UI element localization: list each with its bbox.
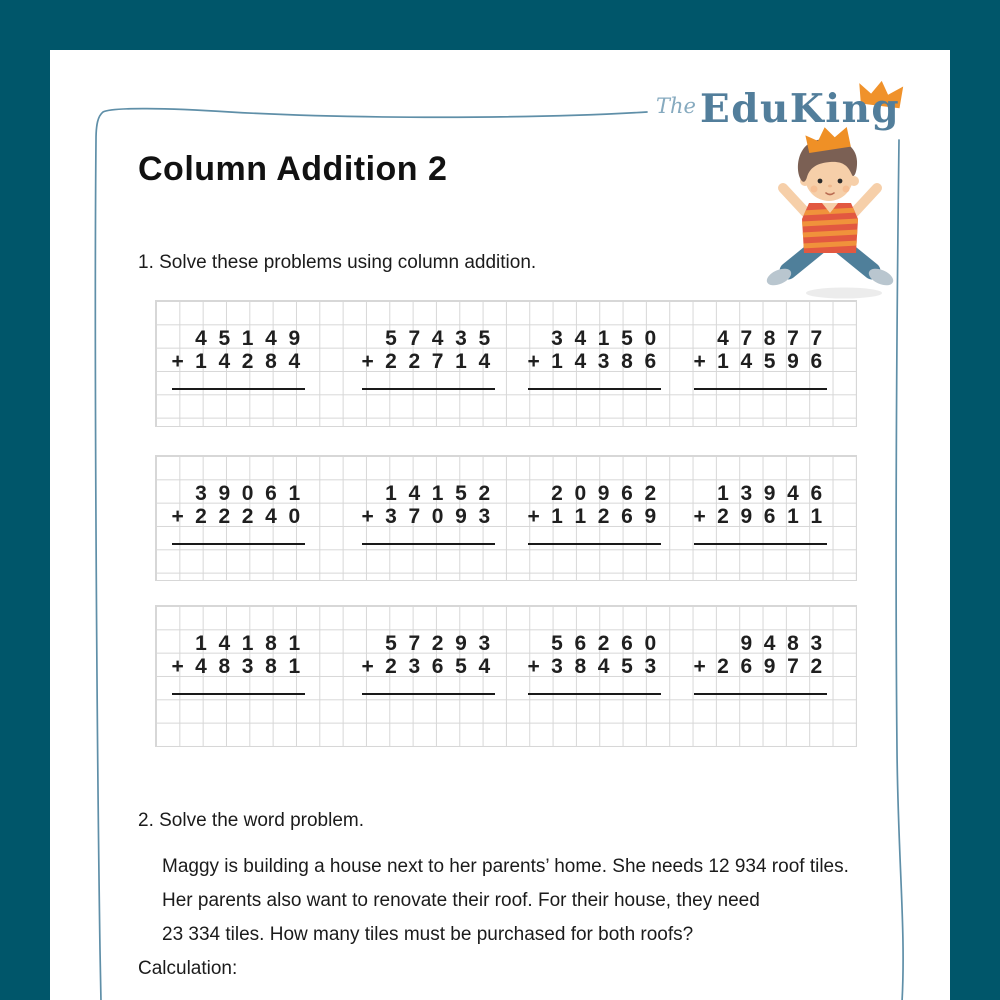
addend-bottom-row	[688, 505, 828, 528]
addend-top-row	[166, 482, 306, 505]
digit-cell: 9	[740, 505, 753, 529]
page-title: Column Addition 2	[138, 150, 448, 188]
digit-cell: 2	[597, 505, 610, 529]
digit-cell: 9	[644, 505, 657, 529]
addition-problem	[688, 606, 828, 746]
answer-line	[362, 543, 495, 545]
digit-cell: 6	[265, 482, 277, 505]
digit-cell: +	[361, 505, 374, 529]
instruction-1: 1. Solve these problems using column addition.	[138, 252, 537, 273]
problems-grid	[155, 455, 857, 581]
digit-cell: 4	[265, 327, 277, 350]
digit-cell: 4	[597, 655, 610, 679]
digit-cell: 5	[621, 655, 633, 679]
digit-cell: 4	[787, 482, 799, 505]
digit-cell: 0	[288, 505, 301, 529]
digit-cell: 3	[241, 655, 254, 679]
digit-cell	[356, 632, 379, 655]
digit-cell	[166, 482, 189, 505]
digit-cell: 1	[787, 505, 799, 529]
answer-line	[694, 693, 827, 695]
digit-cell	[522, 327, 545, 350]
digit-cell: +	[693, 505, 706, 529]
digit-cell: 9	[455, 632, 467, 655]
addition-problem	[522, 301, 662, 426]
digit-cell: 7	[431, 350, 444, 374]
digit-cell: 1	[288, 632, 301, 655]
answer-line	[362, 388, 495, 390]
digit-cell: 8	[265, 350, 277, 374]
digit-cell: 4	[740, 350, 753, 374]
digit-cell: 1	[717, 350, 729, 374]
addend-bottom-row	[166, 350, 306, 373]
answer-line	[172, 543, 305, 545]
digit-cell: +	[361, 655, 374, 679]
digit-cell: 4	[195, 655, 207, 679]
digit-cell: 6	[621, 482, 633, 505]
digit-cell: 2	[241, 505, 254, 529]
digit-cell: 5	[218, 327, 231, 350]
digit-cell: 3	[478, 505, 491, 529]
word-problem-line: 23 334 tiles. How many tiles must be purchased for both roofs?	[162, 924, 694, 945]
digit-cell: 4	[717, 327, 729, 350]
addend-top-row	[356, 327, 496, 350]
digit-cell: 3	[810, 632, 823, 655]
addend-bottom-row	[522, 505, 662, 528]
digit-cell: 6	[644, 350, 657, 374]
addend-top-row	[522, 482, 662, 505]
digit-cell: 5	[621, 327, 633, 350]
answer-line	[172, 693, 305, 695]
digit-cell: 4	[574, 327, 587, 350]
digit-cell: 0	[574, 482, 587, 505]
digit-cell: 6	[621, 505, 633, 529]
digit-cell: 5	[455, 655, 467, 679]
digit-cell: 6	[810, 482, 823, 505]
answer-line	[528, 388, 661, 390]
answer-line	[694, 388, 827, 390]
addend-top-row	[688, 482, 828, 505]
digit-cell: 3	[551, 655, 563, 679]
problems-grid	[155, 300, 857, 427]
digit-cell: 9	[288, 327, 301, 350]
digit-cell: +	[693, 655, 706, 679]
digit-cell: 9	[763, 655, 776, 679]
addition-problem	[688, 456, 828, 580]
digit-cell: 8	[265, 632, 277, 655]
digit-cell: 6	[763, 505, 776, 529]
eduking-boy-illustration	[762, 125, 897, 305]
addend-bottom-row	[166, 505, 306, 528]
digit-cell: 4	[218, 350, 231, 374]
digit-cell	[688, 632, 711, 655]
digit-cell: 3	[455, 327, 467, 350]
digit-cell: 1	[551, 505, 563, 529]
addend-bottom-row	[356, 505, 496, 528]
digit-cell: 8	[621, 350, 633, 374]
digit-cell: 9	[763, 482, 776, 505]
addend-bottom-row	[688, 655, 828, 678]
addend-bottom-row	[166, 655, 306, 678]
digit-cell: 1	[288, 482, 301, 505]
digit-cell: 4	[265, 505, 277, 529]
boy-shadow	[806, 288, 882, 299]
digit-cell: 3	[195, 482, 207, 505]
digit-cell: 3	[551, 327, 563, 350]
digit-cell: 7	[787, 655, 799, 679]
word-problem-line: Maggy is building a house next to her parents’ home. She needs 12 934 roof tiles.	[162, 856, 849, 877]
digit-cell: 6	[810, 350, 823, 374]
addition-problem	[356, 301, 496, 426]
digit-cell: 8	[787, 632, 799, 655]
addition-problem	[356, 606, 496, 746]
digit-cell: 3	[385, 505, 397, 529]
digit-cell: 0	[644, 632, 657, 655]
digit-cell: 1	[385, 482, 397, 505]
digit-cell: 3	[478, 632, 491, 655]
addend-top-row	[356, 632, 496, 655]
logo-prefix: The	[656, 94, 696, 118]
digit-cell: 7	[787, 327, 799, 350]
digit-cell: 4	[408, 482, 421, 505]
addend-bottom-row	[522, 350, 662, 373]
digit-cell: +	[693, 350, 706, 374]
digit-cell: 1	[717, 482, 729, 505]
worksheet-paper	[50, 50, 950, 1000]
answer-line	[362, 693, 495, 695]
digit-cell	[522, 482, 545, 505]
digit-cell: 1	[241, 632, 254, 655]
word-problem-line: Her parents also want to renovate their roof. For their house, they need	[162, 890, 760, 911]
digit-cell: 5	[551, 632, 563, 655]
digit-cell	[356, 482, 379, 505]
digit-cell: 6	[574, 632, 587, 655]
digit-cell: 4	[431, 327, 444, 350]
addend-top-row	[166, 327, 306, 350]
digit-cell: 1	[195, 350, 207, 374]
digit-cell: 1	[431, 482, 444, 505]
addend-bottom-row	[356, 655, 496, 678]
addend-top-row	[522, 632, 662, 655]
digit-cell: 9	[455, 505, 467, 529]
addend-top-row	[356, 482, 496, 505]
calculation-label: Calculation:	[138, 958, 238, 979]
digit-cell: 5	[478, 327, 491, 350]
digit-cell: 2	[717, 505, 729, 529]
digit-cell: 2	[408, 350, 421, 374]
digit-cell: 9	[740, 632, 753, 655]
digit-cell: 2	[385, 350, 397, 374]
digit-cell: 6	[621, 632, 633, 655]
addition-problem	[166, 606, 306, 746]
digit-cell: 1	[810, 505, 823, 529]
digit-cell: 7	[740, 327, 753, 350]
problems-grid	[155, 605, 857, 747]
digit-cell	[356, 327, 379, 350]
logo-brand-text: EduKing	[700, 86, 901, 132]
addition-problem	[166, 301, 306, 426]
digit-cell: 0	[644, 327, 657, 350]
digit-cell: 7	[408, 327, 421, 350]
digit-cell: +	[171, 655, 184, 679]
digit-cell: 4	[478, 350, 491, 374]
answer-line	[528, 693, 661, 695]
digit-cell: 4	[763, 632, 776, 655]
digit-cell: 1	[597, 327, 610, 350]
digit-cell	[522, 632, 545, 655]
addend-top-row	[688, 327, 828, 350]
digit-cell: 2	[551, 482, 563, 505]
digit-cell: 4	[478, 655, 491, 679]
digit-cell: 2	[478, 482, 491, 505]
digit-cell: 3	[740, 482, 753, 505]
addition-problem	[522, 606, 662, 746]
digit-cell: 1	[288, 655, 301, 679]
digit-cell: +	[527, 655, 540, 679]
digit-cell	[166, 632, 189, 655]
digit-cell: 9	[787, 350, 799, 374]
addend-top-row	[166, 632, 306, 655]
addition-problem	[356, 456, 496, 580]
digit-cell: 9	[597, 482, 610, 505]
digit-cell	[711, 632, 734, 655]
digit-cell: 2	[644, 482, 657, 505]
digit-cell: 1	[551, 350, 563, 374]
digit-cell: 0	[431, 505, 444, 529]
digit-cell: 2	[241, 350, 254, 374]
digit-cell: +	[527, 350, 540, 374]
addition-problem	[522, 456, 662, 580]
addend-bottom-row	[522, 655, 662, 678]
digit-cell: 1	[455, 350, 467, 374]
answer-line	[528, 543, 661, 545]
instruction-2: 2. Solve the word problem.	[138, 810, 365, 831]
digit-cell: 4	[574, 350, 587, 374]
word-problem-text	[162, 850, 882, 952]
digit-cell: 8	[763, 327, 776, 350]
addend-top-row	[688, 632, 828, 655]
answer-line	[172, 388, 305, 390]
digit-cell: 4	[218, 632, 231, 655]
digit-cell: 3	[644, 655, 657, 679]
digit-cell: 5	[385, 327, 397, 350]
digit-cell: 2	[195, 505, 207, 529]
digit-cell: 8	[265, 655, 277, 679]
digit-cell: 5	[455, 482, 467, 505]
digit-cell	[166, 327, 189, 350]
addend-top-row	[522, 327, 662, 350]
digit-cell: 2	[385, 655, 397, 679]
addend-bottom-row	[688, 350, 828, 373]
digit-cell: 8	[574, 655, 587, 679]
digit-cell: 6	[431, 655, 444, 679]
digit-cell: 4	[195, 327, 207, 350]
digit-cell: 4	[288, 350, 301, 374]
digit-cell: 1	[241, 327, 254, 350]
addition-problem	[166, 456, 306, 580]
digit-cell: 3	[597, 350, 610, 374]
digit-cell: 7	[408, 505, 421, 529]
digit-cell: +	[527, 505, 540, 529]
digit-cell: 1	[574, 505, 587, 529]
digit-cell: 2	[597, 632, 610, 655]
digit-cell: 1	[195, 632, 207, 655]
digit-cell: 8	[218, 655, 231, 679]
digit-cell: +	[361, 350, 374, 374]
addend-bottom-row	[356, 350, 496, 373]
digit-cell: 2	[431, 632, 444, 655]
digit-cell: 2	[218, 505, 231, 529]
digit-cell: +	[171, 505, 184, 529]
digit-cell: 3	[408, 655, 421, 679]
digit-cell: 6	[740, 655, 753, 679]
digit-cell: 5	[763, 350, 776, 374]
answer-line	[694, 543, 827, 545]
digit-cell: +	[171, 350, 184, 374]
digit-cell: 2	[717, 655, 729, 679]
digit-cell: 0	[241, 482, 254, 505]
digit-cell: 2	[810, 655, 823, 679]
addition-problem	[688, 301, 828, 426]
digit-cell: 7	[408, 632, 421, 655]
digit-cell: 9	[218, 482, 231, 505]
digit-cell: 5	[385, 632, 397, 655]
digit-cell: 7	[810, 327, 823, 350]
digit-cell	[688, 327, 711, 350]
digit-cell	[688, 482, 711, 505]
